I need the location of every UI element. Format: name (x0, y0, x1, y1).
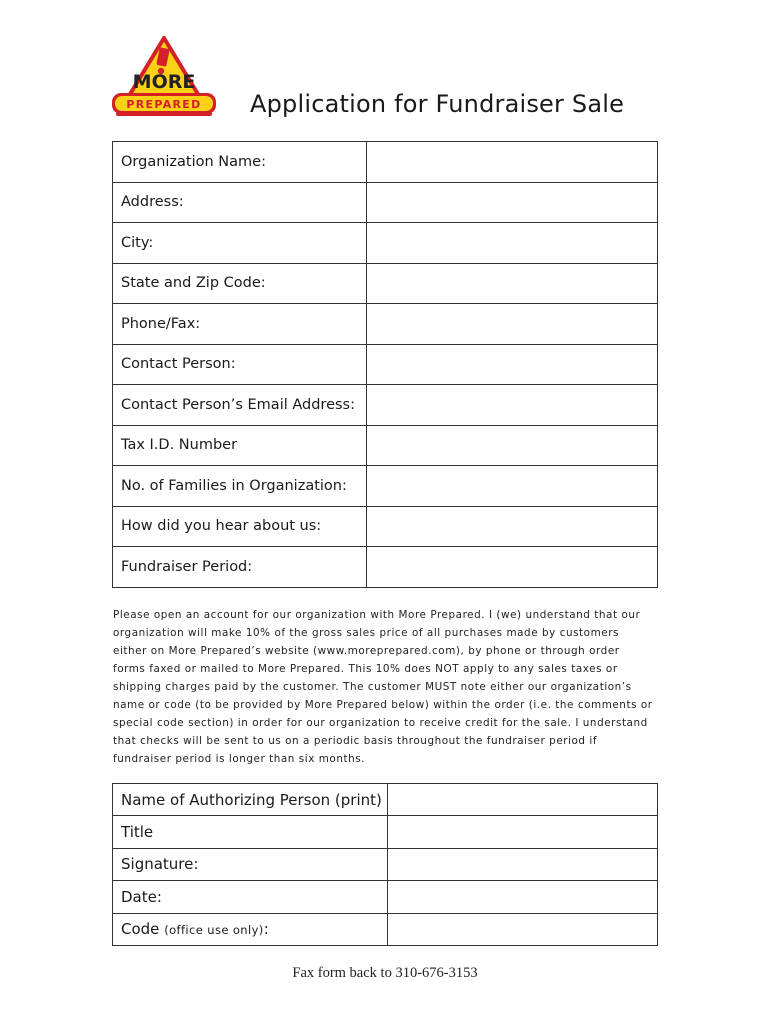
org-field-label: Organization Name: (113, 142, 367, 183)
code-label (113, 913, 388, 945)
contact-email-field[interactable] (367, 385, 658, 426)
org-row (113, 547, 658, 588)
org-row (113, 344, 658, 385)
org-field-label: Contact Person’s Email Address: (113, 385, 367, 426)
org-field-label: Address: (113, 182, 367, 223)
auth-field-label: Signature: (113, 848, 388, 880)
families-count-field[interactable] (367, 466, 658, 507)
logo-word-prepared: PREPARED (126, 98, 202, 111)
org-row (113, 182, 658, 223)
org-row (113, 142, 658, 183)
org-field-label: State and Zip Code: (113, 263, 367, 304)
city-field[interactable] (367, 223, 658, 264)
org-field-label: Fundraiser Period: (113, 547, 367, 588)
auth-field-label: Title (113, 816, 388, 848)
tax-id-field[interactable] (367, 425, 658, 466)
org-field-label: How did you hear about us: (113, 506, 367, 547)
contact-person-field[interactable] (367, 344, 658, 385)
org-row (113, 385, 658, 426)
code-colon: : (263, 920, 269, 939)
code-note: (office use only) (164, 923, 264, 938)
auth-row (113, 816, 658, 848)
phone-fax-field[interactable] (367, 304, 658, 345)
code-label-text: Code (121, 920, 160, 939)
org-field-label: Tax I.D. Number (113, 425, 367, 466)
org-field-label: Phone/Fax: (113, 304, 367, 345)
org-field-label: Contact Person: (113, 344, 367, 385)
form-title: Application for Fundraiser Sale (250, 90, 625, 118)
agreement-paragraph: Please open an account for our organization with More Prepared. I (we) understand that our organization will make 10% of the gross sales price of all purchases made by customers either on More Prepared’s website (www.moreprepared.com), by phone or through order forms faxed or mailed to More Prepared. This 10% does NOT apply to any sales taxes or shipping charges paid by the customer. The customer MUST note either our organization’s name or code (to be provided by More Prepared below) within the order (i.e. the comments or special code section) in order for our organization to receive credit for the sale. I understand that checks will be sent to us on a periodic basis throughout the fundraiser period if fundraiser period is longer than six months. (113, 609, 653, 765)
org-row (113, 466, 658, 507)
org-row (113, 506, 658, 547)
org-row (113, 223, 658, 264)
referral-source-field[interactable] (367, 506, 658, 547)
org-row (113, 425, 658, 466)
auth-row (113, 913, 658, 945)
authorization-table (112, 783, 658, 946)
auth-row (113, 881, 658, 913)
logo-word-more: MORE (132, 71, 196, 93)
state-zip-field[interactable] (367, 263, 658, 304)
org-field-label: City: (113, 223, 367, 264)
fundraiser-period-field[interactable] (367, 547, 658, 588)
auth-row (113, 848, 658, 880)
title-field[interactable] (388, 816, 658, 848)
more-prepared-logo (112, 36, 216, 118)
auth-row (113, 784, 658, 816)
code-field[interactable] (388, 913, 658, 945)
authorizing-person-field[interactable] (388, 784, 658, 816)
date-field[interactable] (388, 881, 658, 913)
org-field-label: No. of Families in Organization: (113, 466, 367, 507)
org-row (113, 263, 658, 304)
fax-instruction: Fax form back to 310-676-3153 (292, 965, 478, 981)
organization-name-field[interactable] (367, 142, 658, 183)
organization-info-table (112, 141, 658, 588)
org-row (113, 304, 658, 345)
auth-field-label: Name of Authorizing Person (print) (113, 784, 388, 816)
signature-field[interactable] (388, 848, 658, 880)
address-field[interactable] (367, 182, 658, 223)
auth-field-label: Date: (113, 881, 388, 913)
